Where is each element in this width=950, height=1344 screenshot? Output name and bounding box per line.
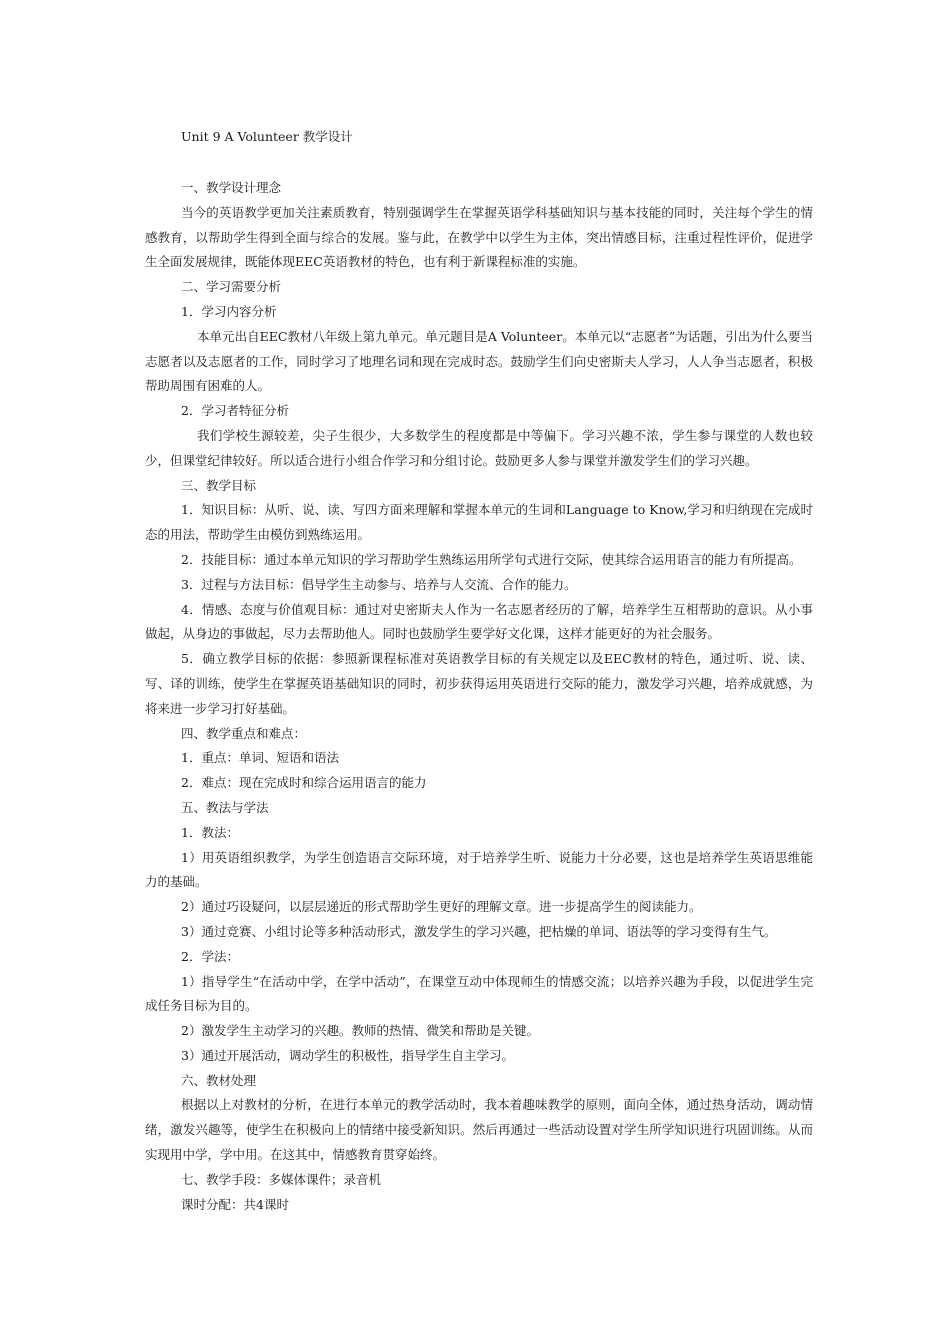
objective-knowledge: 1．知识目标：从听、说、读、写四方面来理解和掌握本单元的生词和Language to Know,学习和归纳现在完成时态的用法，帮助学生由模仿到熟练运用。 [145,502,813,543]
objective-skills: 2．技能目标：通过本单元知识的学习帮助学生熟练运用所学句式进行交际，使其综合运用语言的能力有所提高。 [181,551,802,567]
teaching-method-item: 2）通过巧设疑问，以层层递近的形式帮助学生更好的理解文章。进一步提高学生的阅读能力。 [181,899,702,915]
document-body [145,176,813,1217]
objective-emotion: 4．情感、态度与价值观目标：通过对史密斯夫人作为一名志愿者经历的了解，培养学生互相帮助的意识。从小事做起，从身边的事做起，尽力去帮助他人。同时也鼓励学生要学好文化课，这样才能更好的为社会服务。 [145,601,813,642]
learning-method-item: 2）激发学生主动学习的兴趣。教师的热情、微笑和帮助是关键。 [181,1023,539,1039]
section-heading-key-points: 四、教学重点和难点： [181,725,307,741]
section-heading-methods: 五、教法与学法 [181,799,269,815]
section-heading-philosophy: 一、教学设计理念 [181,180,282,195]
subheading-learner-analysis: 2．学习者特征分析 [181,403,289,419]
objective-basis: 5．确立教学目标的依据：参照新课程标准对英语教学目标的有关规定以及EEC教材的特色，通过听、说、读、写、译的训练，使学生在掌握英语基础知识的同时，初步获得运用英语进行交际的能力，激发学习兴趣，培养成就感，为将来进一步学习打好基础。 [145,651,813,716]
learning-method-item: 1）指导学生“在活动中学，在学中活动”，在课堂互动中体现师生的情感交流；以培养兴趣为手段，以促进学生完成任务目标为目的。 [145,973,813,1014]
section-heading-objectives: 三、教学目标 [181,477,257,493]
objective-process: 3．过程与方法目标：倡导学生主动参与、培养与人交流、合作的能力。 [181,576,577,592]
key-point: 1．重点：单词、短语和语法 [181,750,339,766]
section-heading-material: 六、教材处理 [181,1072,257,1088]
difficult-point: 2．难点：现在完成时和综合运用语言的能力 [181,775,427,791]
teaching-method-item: 1）用英语组织教学，为学生创造语言交际环境，对于培养学生听、说能力十分必要，这也是培养学生英语思维能力的基础。 [145,849,813,890]
paragraph-learner-analysis: 我们学校生源较差，尖子生很少，大多数学生的程度都是中等偏下。学习兴趣不浓，学生参与课堂的人数也较少，但课堂纪律较好。所以适合进行小组合作学习和分组讨论。鼓励更多人参与课堂并激发学生们的学习兴趣。 [145,427,813,468]
paragraph-philosophy: 当今的英语教学更加关注素质教育，特别强调学生在掌握英语学科基础知识与基本技能的同时，关注每个学生的情感教育，以帮助学生得到全面与综合的发展。鉴与此，在教学中以学生为主体，突出情感目标，注重过程性评价，促进学生全面发展规律，既能体现EEC英语教材的特色，也有利于新课程标准的实施。 [145,204,813,270]
learning-method-item: 3）通过开展活动，调动学生的积极性，指导学生自主学习。 [181,1047,514,1063]
paragraph-material: 根据以上对教材的分析，在进行本单元的教学活动时，我本着趣味教学的原则，面向全体，通过热身活动，调动情绪，激发兴趣等，使学生在积极向上的情绪中接受新知识。然后再通过一些活动设置对学生所学知识进行巩固训练。从而实现用中学，学中用。在这其中，情感教育贯穿始终。 [145,1097,813,1163]
teaching-methods-heading: 1．教法： [181,824,239,840]
paragraph-content-analysis: 本单元出自EEC教材八年级上第九单元。单元题目是A Volunteer。本单元以“志愿者”为话题，引出为什么要当志愿者以及志愿者的工作，同时学习了地理名词和现在完成时态。鼓励学生们向史密斯夫人学习，人人争当志愿者，积极帮助周围有困难的人。 [145,328,813,394]
document-title: Unit 9 A Volunteer 教学设计 [181,129,353,144]
section-heading-media: 七、教学手段：多媒体课件；录音机 [181,1171,382,1187]
class-hours: 课时分配：共4课时 [181,1196,289,1212]
teaching-method-item: 3）通过竞赛、小组讨论等多种活动形式，激发学生的学习兴趣，把枯燥的单词、语法等的学习变得有生气。 [181,923,777,939]
section-heading-needs-analysis: 二、学习需要分析 [181,279,282,295]
subheading-content-analysis: 1．学习内容分析 [181,303,277,319]
learning-methods-heading: 2．学法： [181,948,239,964]
